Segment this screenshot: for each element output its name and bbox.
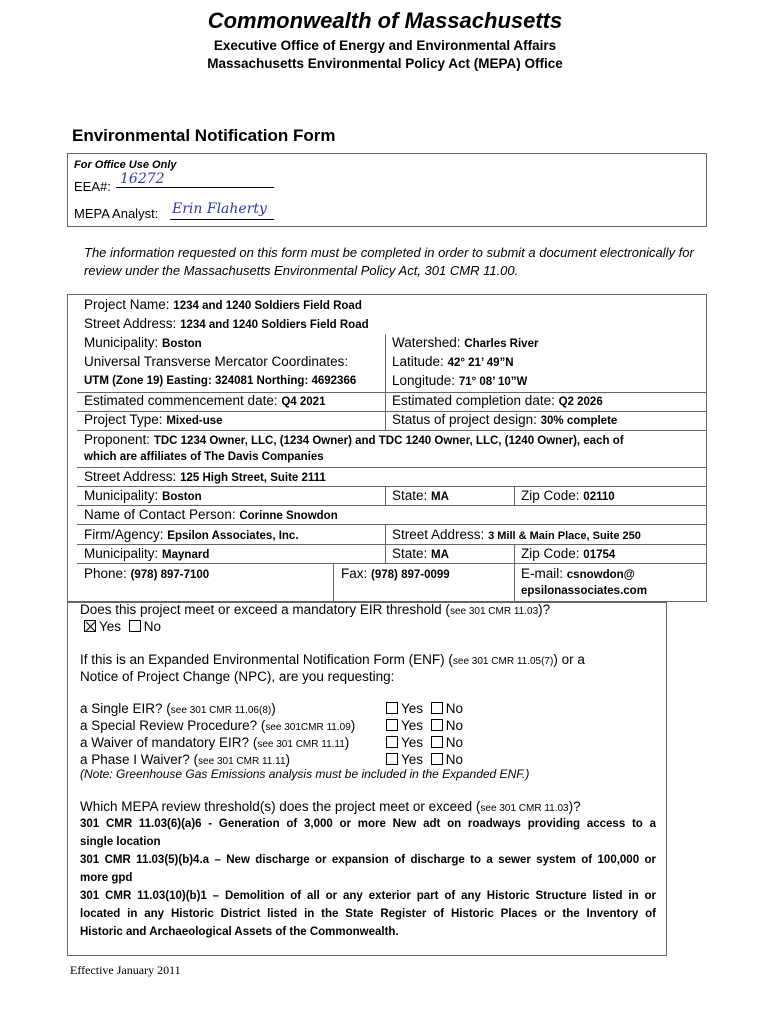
eea-label: EEA#: — [74, 179, 111, 194]
proponent-municipality-row: Municipality: Boston — [84, 488, 202, 503]
contact-name-row: Name of Contact Person: Corinne Snowdon — [84, 507, 338, 522]
row-divider — [77, 524, 707, 525]
commencement-value[interactable]: Q4 2021 — [281, 396, 326, 408]
proponent-value-cont[interactable]: which are affiliates of The Davis Companies — [84, 451, 324, 463]
completion-value[interactable]: Q2 2026 — [558, 396, 603, 408]
contact-state-row: State: MA — [392, 546, 449, 561]
project-municipality-value[interactable]: Boston — [162, 338, 202, 350]
email-value[interactable]: csnowdon@ — [566, 569, 635, 581]
expanded-question-cont: Notice of Project Change (NPC), are you requesting: — [80, 669, 395, 684]
single-eir-no-checkbox[interactable] — [431, 702, 443, 714]
proponent-value[interactable]: TDC 1234 Owner, LLC, (1234 Owner) and TDC 1240 Owner, LLC, (1240 Owner), each of — [153, 435, 624, 447]
threshold-item-cont: more gpd — [80, 872, 133, 884]
ghg-note: (Note: Greenhouse Gas Emissions analysis must be included in the Expanded ENF.) — [80, 767, 530, 781]
watershed-row: Watershed: Charles River — [392, 335, 539, 350]
threshold-item: 301 CMR 11.03(5)(b)4.a – New discharge or expansion of discharge to a sewer system of 100,000 or — [80, 854, 656, 866]
contact-street-row: Street Address: 3 Mill & Main Place, Suite 250 — [392, 527, 641, 542]
proponent-municipality-value[interactable]: Boston — [162, 491, 202, 503]
footer-effective-date: Effective January 2011 — [70, 963, 181, 977]
column-divider — [385, 524, 386, 564]
waiver-question: a Waiver of mandatory EIR? (see 301 CMR 11.11) — [80, 735, 350, 750]
proponent-street-row: Street Address: 125 High Street, Suite 2111 — [84, 469, 326, 484]
special-review-no-checkbox[interactable] — [431, 719, 443, 731]
special-review-answer: Yes No — [386, 718, 463, 733]
waiver-yes-checkbox[interactable] — [386, 736, 398, 748]
single-eir-question: a Single EIR? (see 301 CMR 11.06(8)) — [80, 701, 276, 716]
special-review-yes-checkbox[interactable] — [386, 719, 398, 731]
firm-value[interactable]: Epsilon Associates, Inc. — [167, 530, 299, 542]
eir-yes-checkbox[interactable] — [84, 620, 96, 632]
proponent-state-value[interactable]: MA — [431, 491, 449, 503]
row-divider — [77, 430, 707, 431]
contact-state-value[interactable]: MA — [431, 549, 449, 561]
eea-field[interactable] — [116, 173, 274, 188]
document-title: Commonwealth of Massachusetts — [207, 8, 563, 33]
project-type-value[interactable]: Mixed-use — [166, 415, 223, 427]
proponent-zip-row: Zip Code: 02110 — [521, 488, 615, 503]
threshold-list — [80, 815, 656, 941]
row-divider — [77, 486, 707, 487]
longitude-value[interactable]: 71° 08’ 10”W — [458, 376, 528, 388]
expanded-question: If this is an Expanded Environmental Notification Form (ENF) (see 301 CMR 11.05(7)) or a — [80, 652, 585, 667]
threshold-item-cont: Historic and Archaeological Assets of the Commonwealth. — [80, 926, 399, 938]
longitude-row: Longitude: 71° 08’ 10”W — [392, 373, 528, 388]
eir-question: Does this project meet or exceed a mandatory EIR threshold (see 301 CMR 11.03)? — [80, 602, 551, 617]
project-street-row: Street Address: 1234 and 1240 Soldiers Field Road — [84, 316, 369, 331]
project-name-value[interactable]: 1234 and 1240 Soldiers Field Road — [173, 300, 362, 312]
phone-row: Phone: (978) 897-7100 — [84, 566, 210, 581]
intro-text: The information requested on this form must be completed in order to submit a document electronically for review under the Massachusetts Environmental Policy Act, 301 CMR 11.00. — [84, 245, 694, 278]
waiver-no-checkbox[interactable] — [431, 736, 443, 748]
completion-row: Estimated completion date: Q2 2026 — [392, 393, 603, 408]
latitude-value[interactable]: 42° 21’ 49”N — [447, 357, 514, 369]
project-type-row: Project Type: Mixed-use — [84, 412, 223, 427]
commencement-row: Estimated commencement date: Q4 2021 — [84, 393, 326, 408]
row-divider — [77, 563, 707, 564]
column-divider — [385, 486, 386, 506]
proponent-zip-value[interactable]: 02110 — [583, 491, 615, 503]
eea-value: 16272 — [120, 171, 165, 187]
email-value-cont[interactable]: epsilonassociates.com — [521, 585, 647, 597]
proponent-street-value[interactable]: 125 High Street, Suite 2111 — [180, 472, 326, 484]
project-street-value[interactable]: 1234 and 1240 Soldiers Field Road — [180, 319, 369, 331]
project-municipality-row: Municipality: Boston — [84, 335, 202, 350]
threshold-item: 301 CMR 11.03(10)(b)1 – Demolition of all or any exterior part of any Historic Structure listed in or — [80, 890, 656, 902]
phase-waiver-yes-checkbox[interactable] — [386, 753, 398, 765]
contact-zip-value[interactable]: 01754 — [583, 549, 616, 561]
row-divider — [77, 544, 707, 545]
proponent-row: Proponent: TDC 1234 Owner, LLC, (1234 Owner) and TDC 1240 Owner, LLC, (1240 Owner), each of — [84, 432, 624, 447]
contact-zip-row: Zip Code: 01754 — [521, 546, 616, 561]
single-eir-answer: Yes No — [386, 701, 463, 716]
analyst-value: Erin Flaherty — [172, 201, 267, 217]
project-name-row: Project Name: 1234 and 1240 Soldiers Field Road — [84, 297, 362, 312]
phase-waiver-answer: Yes No — [386, 752, 463, 767]
contact-street-value[interactable]: 3 Mill & Main Place, Suite 250 — [488, 530, 641, 542]
latitude-row: Latitude: 42° 21’ 49”N — [392, 354, 514, 369]
row-divider — [77, 467, 707, 468]
eir-answer: Yes No — [84, 619, 161, 634]
contact-municipality-value[interactable]: Maynard — [162, 549, 210, 561]
design-status-value[interactable]: 30% complete — [540, 415, 618, 427]
firm-row: Firm/Agency: Epsilon Associates, Inc. — [84, 527, 299, 542]
column-divider — [385, 334, 386, 431]
column-divider — [514, 544, 515, 602]
single-eir-yes-checkbox[interactable] — [386, 702, 398, 714]
office-use-heading: For Office Use Only — [74, 159, 177, 171]
utm-value[interactable]: UTM (Zone 19) Easting: 324081 Northing: 4692366 — [84, 375, 357, 387]
waiver-answer: Yes No — [386, 735, 463, 750]
analyst-label: MEPA Analyst: — [74, 206, 159, 221]
threshold-item: 301 CMR 11.03(6)(a)6 - Generation of 3,000 or more New adt on roadways providing access to a — [80, 818, 656, 830]
program-name: Massachusetts Environmental Policy Act (MEPA) Office — [207, 56, 563, 71]
phone-value[interactable]: (978) 897-7100 — [130, 569, 210, 581]
design-status-row: Status of project design: 30% complete — [392, 412, 618, 427]
phase-waiver-no-checkbox[interactable] — [431, 753, 443, 765]
special-review-question: a Special Review Procedure? (see 301CMR 11.09) — [80, 718, 356, 733]
analyst-field[interactable] — [170, 202, 274, 220]
column-divider — [333, 563, 334, 602]
row-divider — [77, 505, 707, 506]
office-name: Executive Office of Energy and Environmental Affairs — [213, 38, 557, 53]
fax-value[interactable]: (978) 897-0099 — [371, 569, 450, 581]
watershed-value[interactable]: Charles River — [464, 338, 539, 350]
contact-name-value[interactable]: Corinne Snowdon — [239, 510, 338, 522]
column-divider — [514, 486, 515, 506]
fax-row: Fax: (978) 897-0099 — [341, 566, 450, 581]
utm-label: Universal Transverse Mercator Coordinates: — [84, 354, 349, 369]
threshold-item-cont: located in any Historic District listed in the State Register of Historic Places or the Inventory of — [80, 908, 656, 920]
threshold-item-cont: single location — [80, 836, 161, 848]
form-title: Environmental Notification Form — [72, 126, 336, 145]
threshold-question: Which MEPA review threshold(s) does the project meet or exceed (see 301 CMR 11.03)? — [80, 799, 581, 814]
phase-waiver-question: a Phase I Waiver? (see 301 CMR 11.11) — [80, 752, 291, 767]
contact-municipality-row: Municipality: Maynard — [84, 546, 210, 561]
proponent-state-row: State: MA — [392, 488, 449, 503]
eir-no-checkbox[interactable] — [129, 620, 141, 632]
email-row: E-mail: csnowdon@ — [521, 566, 635, 581]
